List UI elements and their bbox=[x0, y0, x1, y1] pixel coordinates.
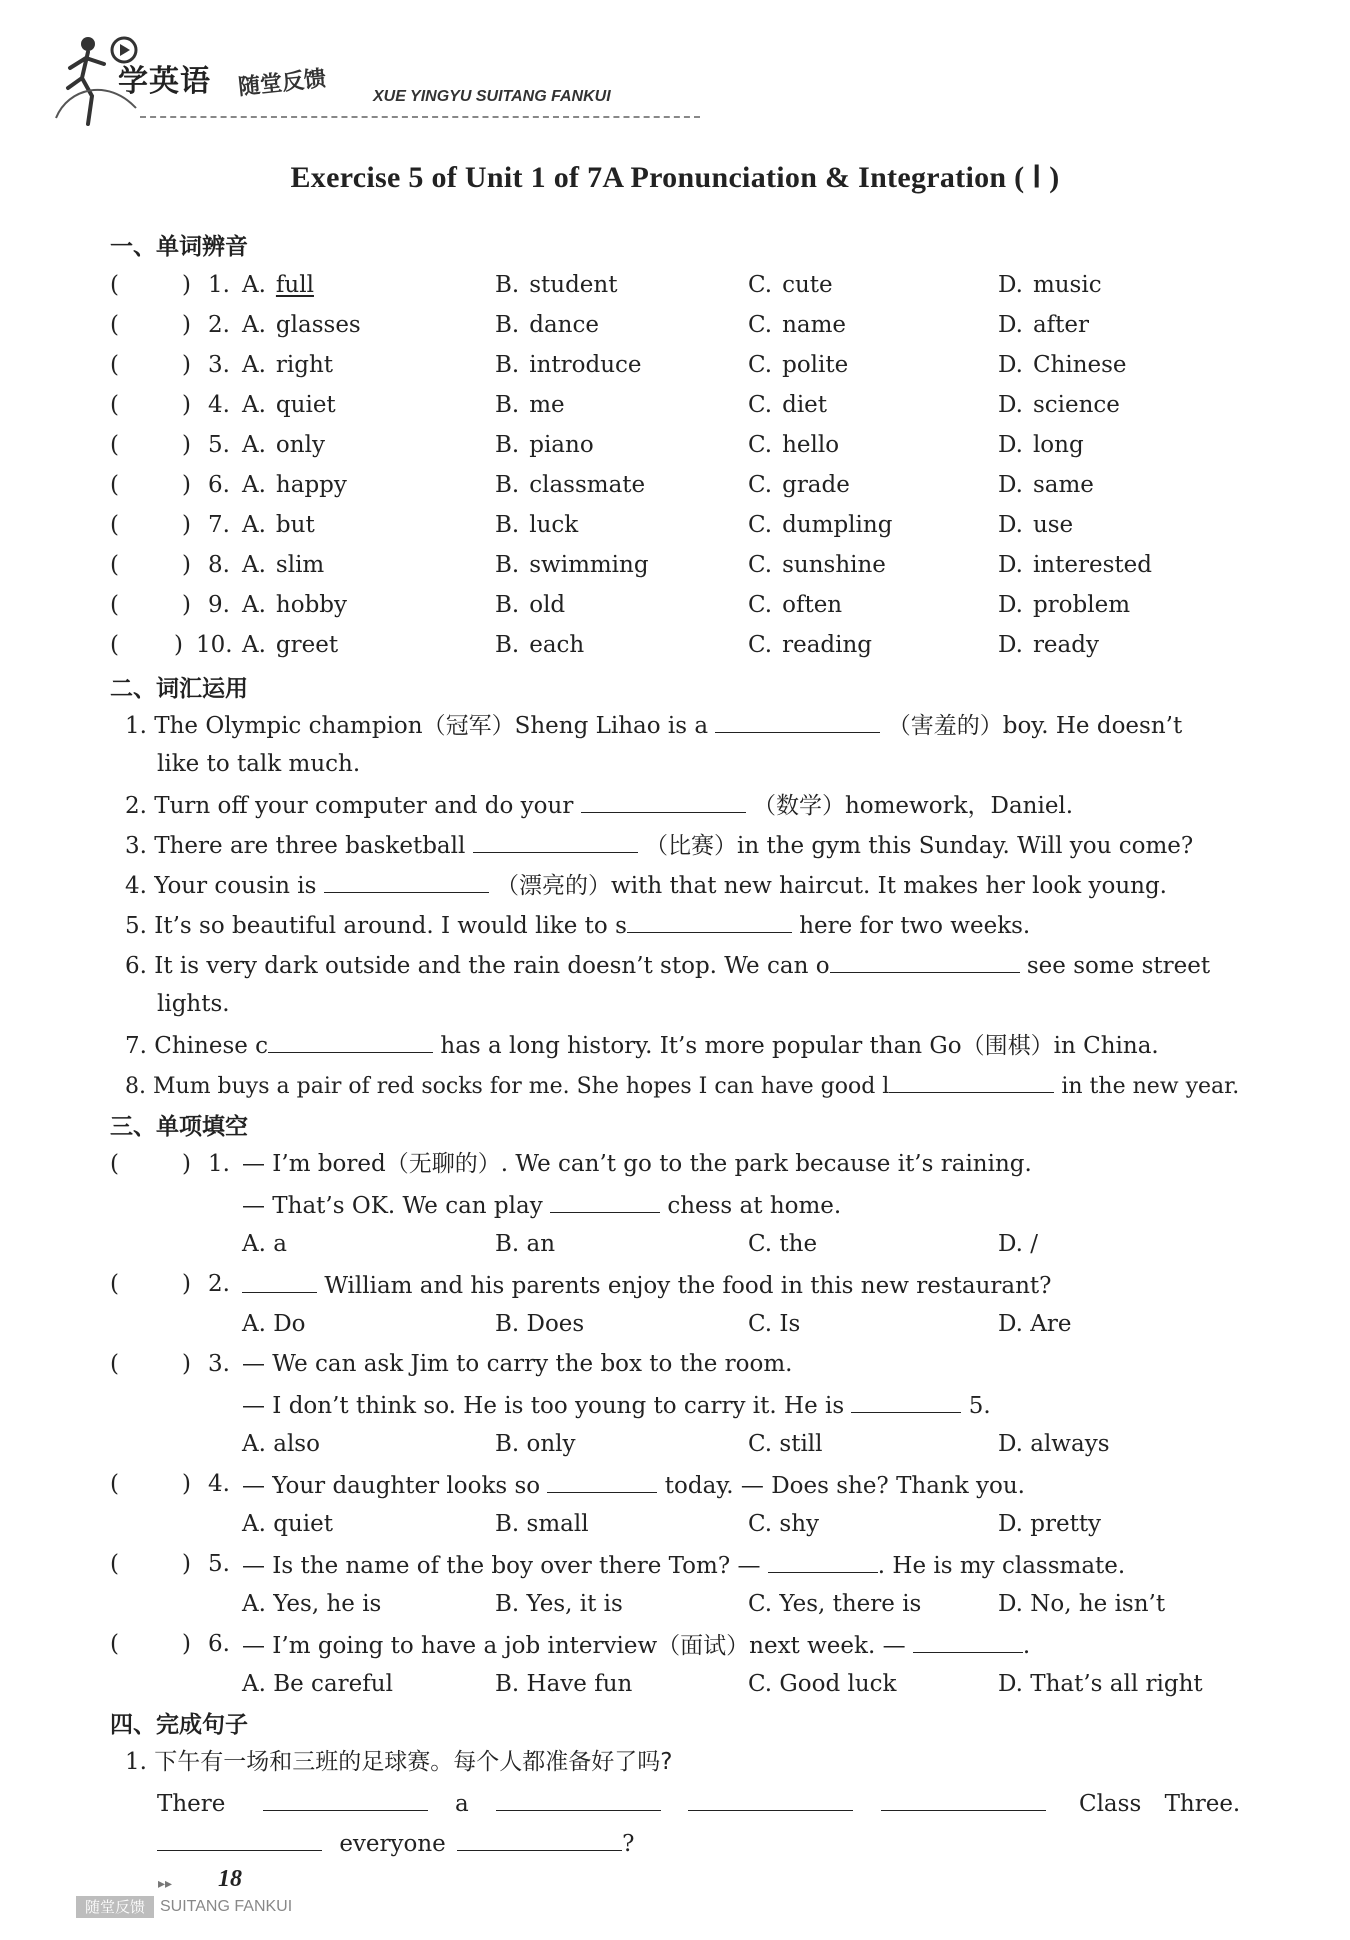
question-row: ( ) 1. A. full B. student C. cute D. music bbox=[110, 272, 1102, 298]
answer-blank[interactable] bbox=[581, 786, 746, 813]
vocab-item: 3. There are three basketball （比赛）in the gym this Sunday. Will you come? bbox=[125, 826, 1265, 864]
question-row: ( ) 5. A. only B. piano C. hello D. long bbox=[110, 432, 1084, 458]
answer-blank[interactable] bbox=[324, 866, 489, 893]
translation-item: 1. 下午有一场和三班的足球赛。每个人都准备好了吗? bbox=[125, 1749, 673, 1775]
logo-subtitle: 随堂反馈 bbox=[237, 66, 328, 101]
choice-question: ( ) 4. — Your daughter looks so today. — Does she? Thank you. bbox=[110, 1466, 1260, 1502]
choice-question: ( ) 3. — We can ask Jim to carry the box to the room. bbox=[110, 1351, 793, 1377]
answer-blank[interactable] bbox=[268, 1026, 433, 1053]
section-2-heading: 二、词汇运用 bbox=[110, 676, 248, 702]
vocab-item: 2. Turn off your computer and do your （数学）homework，Daniel. bbox=[125, 786, 1265, 824]
section-4-heading: 四、完成句子 bbox=[110, 1712, 248, 1738]
logo-title: 学英语 bbox=[118, 64, 211, 99]
choice-question: ( ) 5. — Is the name of the boy over there Tom? — . He is my classmate. bbox=[110, 1546, 1260, 1582]
page-title: Exercise 5 of Unit 1 of 7A Pronunciation & Integration ( Ⅰ ) bbox=[290, 161, 1060, 194]
vocab-item-continued: like to talk much. bbox=[157, 751, 361, 777]
answer-blank[interactable] bbox=[457, 1824, 622, 1851]
header-divider bbox=[140, 116, 700, 118]
choice-question: ( ) 2. William and his parents enjoy the food in this new restaurant? bbox=[110, 1266, 1260, 1302]
header-logo bbox=[48, 28, 688, 128]
question-row: ( ) 6. A. happy B. classmate C. grade D. same bbox=[110, 472, 1094, 498]
question-row: ( ) 8. A. slim B. swimming C. sunshine D. interested bbox=[110, 552, 1152, 578]
answer-blank[interactable] bbox=[473, 826, 638, 853]
answer-blank[interactable] bbox=[547, 1466, 657, 1493]
section-1-heading: 一、单词辨音 bbox=[110, 234, 248, 260]
answer-blank[interactable] bbox=[768, 1546, 878, 1573]
vocab-item: 1. The Olympic champion（冠军）Sheng Lihao is a （害羞的）boy. He doesn’t bbox=[125, 706, 1265, 744]
vocab-item-continued: lights. bbox=[157, 991, 230, 1017]
question-row: ( ) 7. A. but B. luck C. dumpling D. use bbox=[110, 512, 1074, 538]
answer-blank[interactable] bbox=[715, 706, 880, 733]
question-row: ( ) 4. A. quiet B. me C. diet D. science bbox=[110, 392, 1120, 418]
answer-blank[interactable] bbox=[627, 906, 792, 933]
translation-answer-line: everyone ? bbox=[157, 1824, 1297, 1862]
choice-options: A. Do B. Does C. Is D. Are bbox=[242, 1311, 1072, 1337]
answer-blank[interactable] bbox=[688, 1784, 853, 1811]
section-3-heading: 三、单项填空 bbox=[110, 1114, 248, 1140]
question-row: ( ) 2. A. glasses B. dance C. name D. after bbox=[110, 312, 1090, 338]
vocab-item: 4. Your cousin is （漂亮的）with that new haircut. It makes her look young. bbox=[125, 866, 1265, 904]
answer-blank[interactable] bbox=[496, 1784, 661, 1811]
choice-options: A. a B. an C. the D. / bbox=[242, 1231, 1038, 1257]
footer-text: SUITANG FANKUI bbox=[160, 1898, 293, 1915]
answer-blank[interactable] bbox=[550, 1186, 660, 1213]
vocab-item: 6. It is very dark outside and the rain doesn’t stop. We can o see some street bbox=[125, 946, 1265, 984]
choice-options: A. Yes, he is B. Yes, it is C. Yes, there is D. No, he isn’t bbox=[242, 1591, 1166, 1617]
answer-blank[interactable] bbox=[881, 1784, 1046, 1811]
answer-blank[interactable] bbox=[889, 1066, 1054, 1093]
answer-blank[interactable] bbox=[913, 1626, 1023, 1653]
choice-question-line: — That’s OK. We can play chess at home. bbox=[110, 1186, 1260, 1222]
answer-blank[interactable] bbox=[830, 946, 1020, 973]
answer-blank[interactable] bbox=[157, 1824, 322, 1851]
choice-options: A. Be careful B. Have fun C. Good luck D. That’s all right bbox=[242, 1671, 1203, 1697]
vocab-item: 7. Chinese c has a long history. It’s more popular than Go（围棋）in China. bbox=[125, 1026, 1265, 1064]
question-row: ( ) 9. A. hobby B. old C. often D. problem bbox=[110, 592, 1131, 618]
vocab-item: 5. It’s so beautiful around. I would like to s here for two weeks. bbox=[125, 906, 1265, 944]
question-row: ( ) 10. A. greet B. each C. reading D. ready bbox=[110, 632, 1099, 658]
choice-options: A. also B. only C. still D. always bbox=[242, 1431, 1110, 1457]
header-pinyin: XUE YINGYU SUITANG FANKUI bbox=[373, 88, 611, 105]
page-number: 18 bbox=[218, 1866, 242, 1892]
translation-answer-line: There a Class Three. bbox=[157, 1784, 1297, 1822]
answer-blank[interactable] bbox=[263, 1784, 428, 1811]
choice-question: ( ) 1. — I’m bored（无聊的）. We can’t go to the park because it’s raining. bbox=[110, 1151, 1032, 1177]
answer-blank[interactable] bbox=[851, 1386, 961, 1413]
vocab-item: 8. Mum buys a pair of red socks for me. She hopes I can have good l in the new year. bbox=[125, 1066, 1265, 1105]
choice-question: ( ) 6. — I’m going to have a job interview（面试）next week. — . bbox=[110, 1626, 1260, 1662]
answer-blank[interactable] bbox=[242, 1266, 317, 1293]
choice-question-line: — I don’t think so. He is too young to carry it. He is 5. bbox=[110, 1386, 1260, 1422]
question-row: ( ) 3. A. right B. introduce C. polite D. Chinese bbox=[110, 352, 1127, 378]
footer-badge: 随堂反馈 bbox=[76, 1896, 154, 1918]
choice-options: A. quiet B. small C. shy D. pretty bbox=[242, 1511, 1102, 1537]
page-arrow-icon: ▸▸ bbox=[158, 1876, 173, 1892]
